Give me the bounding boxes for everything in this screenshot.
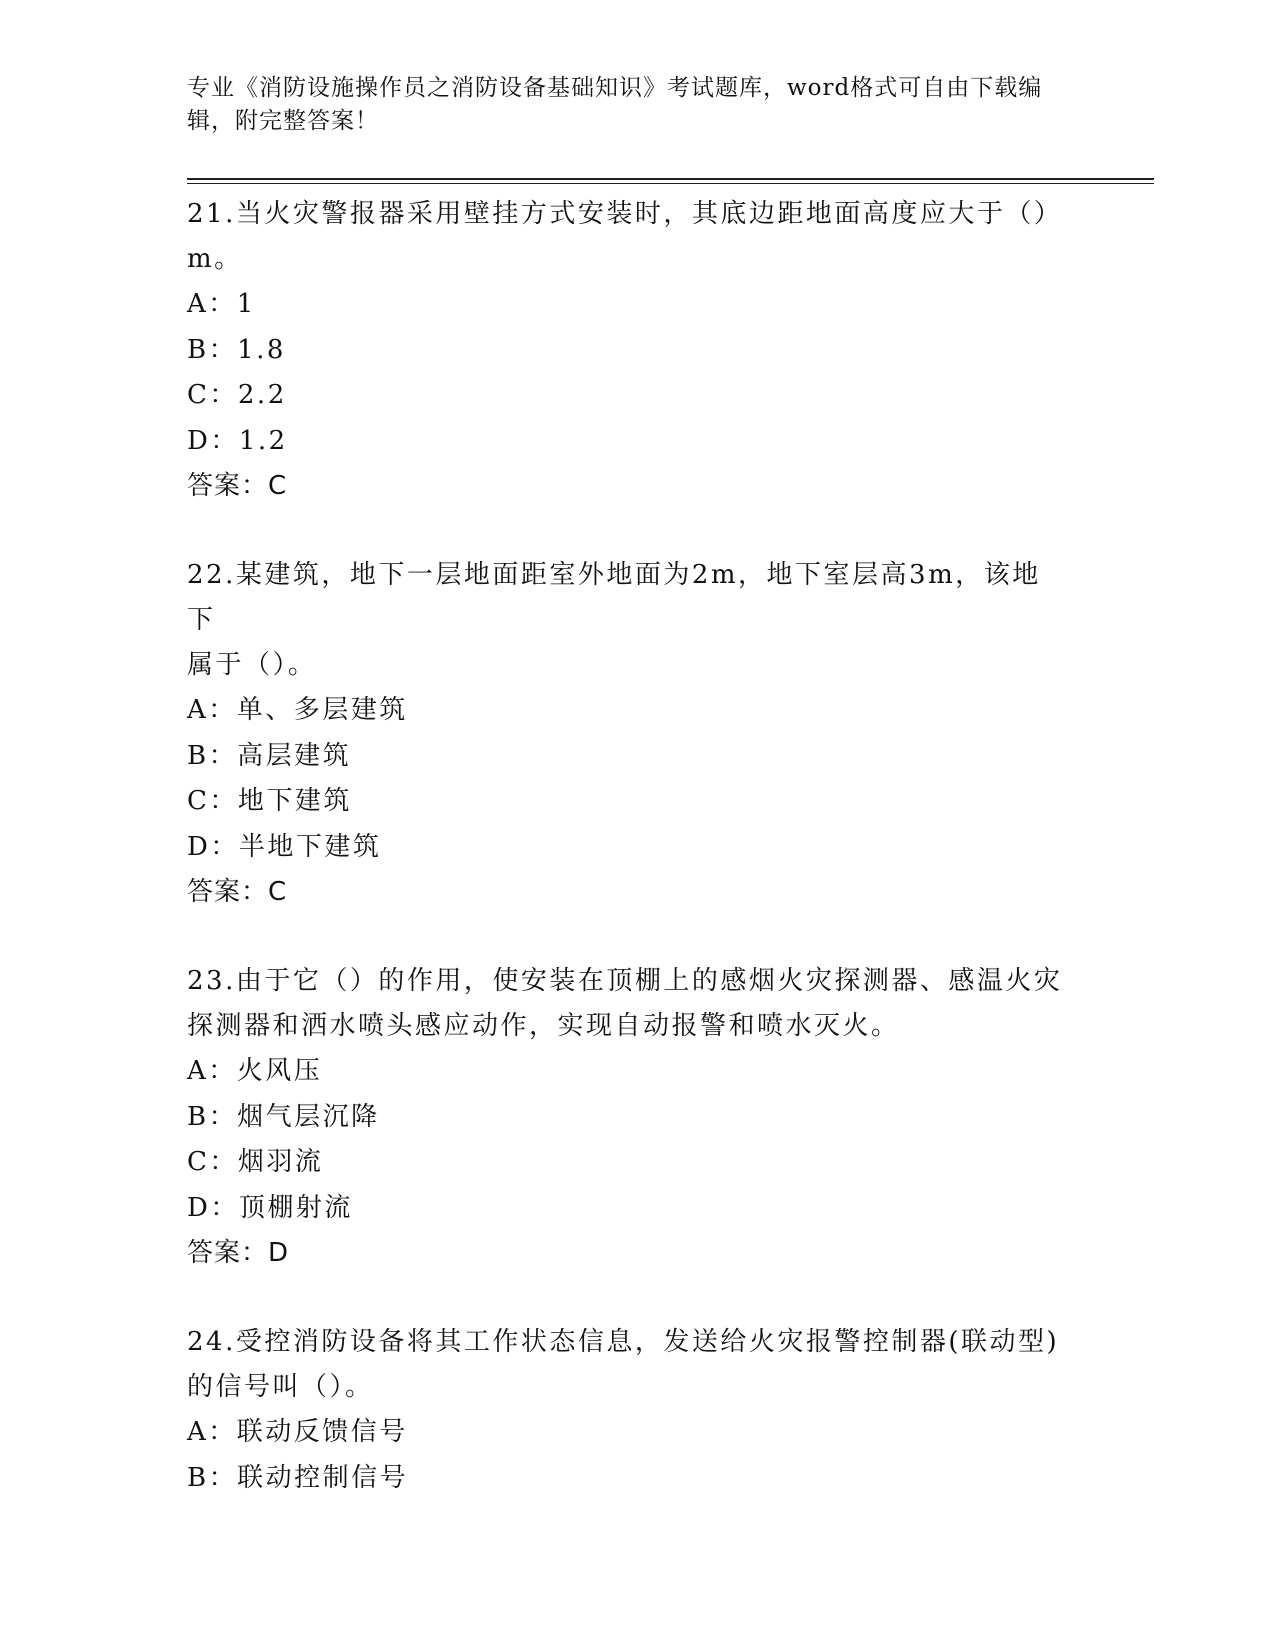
question-stem: [187, 1320, 1067, 1410]
question-24: [187, 1320, 1087, 1501]
option-b: B：高层建筑: [187, 740, 352, 771]
question-stem: [187, 192, 1067, 282]
stem-line: 23.由于它（）的作用，使安装在顶棚上的感烟火灾探测器、感温火灾: [187, 966, 1063, 996]
option-b: B：烟气层沉降: [187, 1101, 380, 1132]
stem-line: 22.某建筑，地下一层地面距室外地面为2m，地下室层高3m，该地下: [187, 560, 1041, 635]
stem-line: 探测器和洒水喷头感应动作，实现自动报警和喷水灭火。: [187, 1011, 900, 1041]
question-stem: [187, 553, 1067, 688]
option-b: B：1.8: [187, 334, 286, 365]
header-divider-thick: [187, 178, 1154, 180]
header-line-1: 专业《消防设施操作员之消防设备基础知识》考试题库，word格式可自由下载编: [187, 75, 1043, 101]
option-a: A：单、多层建筑: [187, 695, 408, 725]
question-22: [187, 553, 1087, 915]
header-divider-thin: [187, 183, 1154, 184]
question-23: [187, 959, 1087, 1276]
option-c: C：地下建筑: [187, 786, 352, 816]
option-d: D：顶棚射流: [187, 1192, 353, 1223]
option-d: D：半地下建筑: [187, 831, 382, 862]
option-b: B：联动控制信号: [187, 1462, 409, 1493]
document-header: [187, 72, 1067, 138]
option-a: A：1: [187, 289, 256, 319]
answer-line: 答案：C: [187, 471, 288, 501]
header-line-2: 辑，附完整答案！: [187, 108, 379, 134]
option-a: A：火风压: [187, 1056, 323, 1086]
answer-line: 答案：D: [187, 1238, 290, 1268]
stem-line: m。: [187, 244, 243, 274]
stem-line: 21.当火灾警报器采用壁挂方式安装时，其底边距地面高度应大于（）: [187, 199, 1063, 229]
question-stem: [187, 959, 1067, 1049]
question-21: [187, 192, 1087, 509]
option-d: D：1.2: [187, 425, 288, 456]
option-c: C：烟羽流: [187, 1147, 324, 1177]
stem-line: 24.受控消防设备将其工作状态信息，发送给火灾报警控制器(联动型): [187, 1327, 1060, 1357]
option-a: A：联动反馈信号: [187, 1417, 408, 1447]
answer-line: 答案：C: [187, 877, 288, 907]
stem-line: 的信号叫（）。: [187, 1372, 374, 1402]
stem-line: 属于（）。: [187, 650, 317, 680]
question-list: [187, 192, 1087, 1545]
option-c: C：2.2: [187, 380, 287, 410]
